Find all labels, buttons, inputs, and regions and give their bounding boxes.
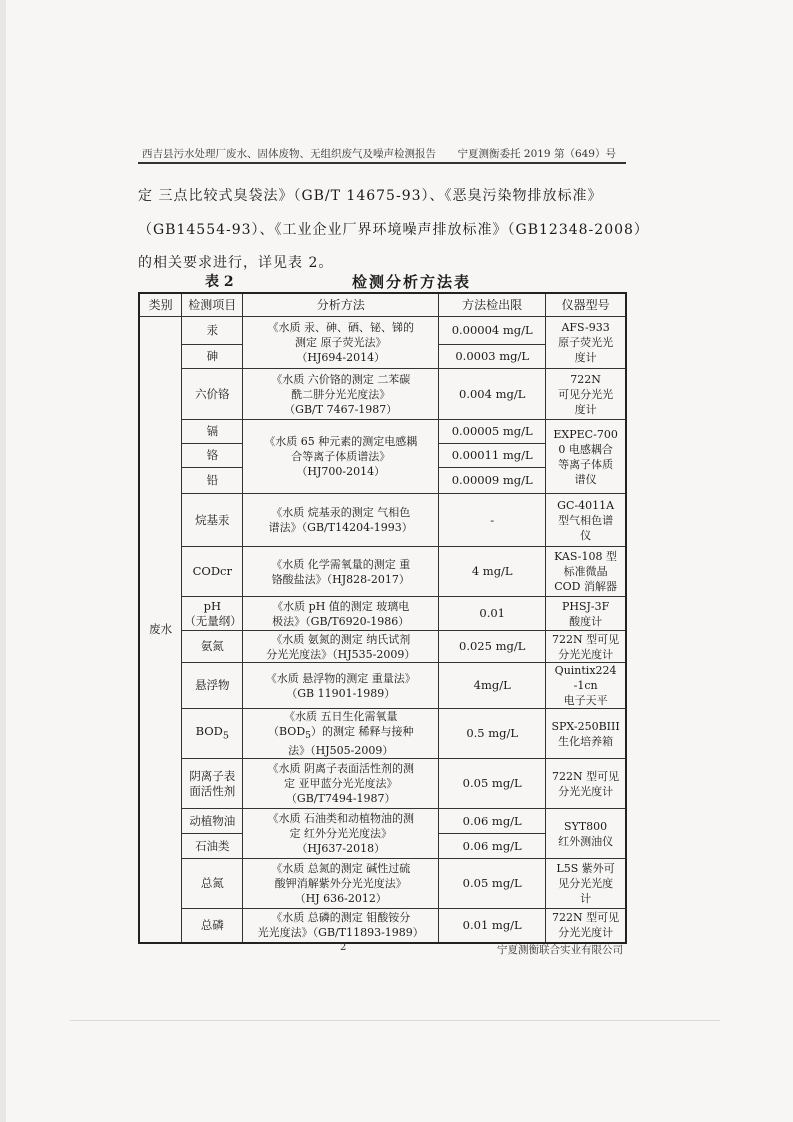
method-cell: 《水质 总氮的测定 碱性过硫 酸钾消解紫外分光光度法》 （HJ 636-2012） [243,859,439,909]
method-cell: 《水质 石油类和动植物油的测 定 红外分光光度法》 （HJ637-2018） [243,809,439,859]
limit-cell: 0.0003 mg/L [439,345,546,369]
limit-cell: 0.00009 mg/L [439,468,546,494]
instrument-cell: 722N 型可见 分光光度计 [546,631,626,663]
item-cell: 悬浮物 [182,663,243,709]
table-row [139,369,626,420]
method-cell: 《水质 五日生化需氧量 $(BOD_5)$的测定 稀释与接种 法》（HJ505-2009） [243,709,439,759]
table-row [139,597,626,631]
item-cell: 总氮 [182,859,243,909]
instrument-cell: 722N 型可见 分光光度计 [546,909,626,943]
body-text-line: 定 三点比较式臭袋法》（GB/T 14675-93）、《恶臭污染物排放标准》 [138,188,603,204]
method-cell: 《水质 pH 值的测定 玻璃电 极法》（GB/T6920-1986） [243,597,439,631]
limit-cell: 0.00011 mg/L [439,444,546,468]
report-title: 西吉县污水处理厂废水、固体废物、无组织废气及噪声检测报告 [142,148,436,160]
body-text-line: （GB14554-93）、《工业企业厂界环境噪声排放标准》（GB12348-2008） [138,222,649,238]
company-name: 宁夏测衡联合实业有限公司 [497,944,623,956]
item-cell: 阴离子表 面活性剂 [182,759,243,809]
page-header [138,140,626,164]
item-cell: 动植物油 [182,809,243,834]
table-row [139,909,626,943]
scan-edge [0,0,6,1122]
item-cell: CODcr [182,547,243,597]
table-row [139,317,626,345]
table-header-row [139,293,626,317]
item-cell: 镉 [182,420,243,444]
limit-cell: - [439,494,546,547]
column-header: 方法检出限 [439,293,546,317]
table-row [139,494,626,547]
body-text-line: 的相关要求进行，详见表 2。 [138,255,334,271]
method-table [138,292,627,944]
limit-cell: 0.06 mg/L [439,809,546,834]
item-cell: 总磷 [182,909,243,943]
table-row [139,420,626,444]
instrument-cell: 722N 可见分光光 度计 [546,369,626,420]
instrument-cell: SYT800 红外测油仪 [546,809,626,859]
instrument-cell: L5S 紫外可 见分光光度 计 [546,859,626,909]
instrument-cell: PHSJ-3F 酸度计 [546,597,626,631]
item-cell: $BOD_5$ [182,709,243,759]
limit-cell: 0.00004 mg/L [439,317,546,345]
instrument-cell: 722N 型可见 分光光度计 [546,759,626,809]
instrument-cell: AFS-933 原子荧光光 度计 [546,317,626,369]
item-cell: 六价铬 [182,369,243,420]
limit-cell: 0.01 [439,597,546,631]
item-cell: 铅 [182,468,243,494]
limit-cell: 0.004 mg/L [439,369,546,420]
column-header: 类别 [139,293,182,317]
item-cell: 汞 [182,317,243,345]
instrument-cell: SPX-250BIII 生化培养箱 [546,709,626,759]
method-cell: 《水质 65 种元素的测定电感耦 合等离子体质谱法》 （HJ700-2014） [243,420,439,494]
method-cell: 《水质 烷基汞的测定 气相色 谱法》（GB/T14204-1993） [243,494,439,547]
method-cell: 《水质 汞、砷、硒、铋、锑的 测定 原子荧光法》 （HJ694-2014） [243,317,439,369]
table-row [139,859,626,909]
item-cell: 氨氮 [182,631,243,663]
method-cell: 《水质 阴离子表面活性剂的测 定 亚甲蓝分光光度法》 （GB/T7494-1987） [243,759,439,809]
limit-cell: 0.06 mg/L [439,834,546,859]
table-row [139,809,626,834]
table-row [139,663,626,709]
table-row [139,759,626,809]
method-cell: 《水质 氨氮的测定 纳氏试剂 分光光度法》（HJ535-2009） [243,631,439,663]
instrument-cell: GC-4011A 型气相色谱 仪 [546,494,626,547]
instrument-cell: Quintix224 -1cn 电子天平 [546,663,626,709]
method-cell: 《水质 总磷的测定 钼酸铵分 光光度法》（GB/T11893-1989） [243,909,439,943]
report-number: 宁夏测衡委托 2019 第（649）号 [457,148,616,160]
item-cell: pH （无量纲） [182,597,243,631]
item-cell: 铬 [182,444,243,468]
table-row [139,631,626,663]
method-cell: 《水质 悬浮物的测定 重量法》 （GB 11901-1989） [243,663,439,709]
item-cell: 砷 [182,345,243,369]
limit-cell: 0.00005 mg/L [439,420,546,444]
table-row [139,547,626,597]
category-cell: 废水 [139,317,182,943]
item-cell: 石油类 [182,834,243,859]
column-header: 检测项目 [182,293,243,317]
limit-cell: 0.01 mg/L [439,909,546,943]
method-cell: 《水质 化学需氧量的测定 重 铬酸盐法》（HJ828-2017） [243,547,439,597]
limit-cell: 4mg/L [439,663,546,709]
instrument-cell: KAS-108 型 标准微晶 COD 消解器 [546,547,626,597]
table-row [139,709,626,759]
limit-cell: 0.05 mg/L [439,859,546,909]
item-cell: 烷基汞 [182,494,243,547]
page-number: 2 [340,942,347,953]
scan-edge-line [70,1020,720,1021]
table-title: 检测分析方法表 [352,273,472,291]
limit-cell: 0.05 mg/L [439,759,546,809]
column-header: 仪器型号 [546,293,626,317]
limit-cell: 0.5 mg/L [439,709,546,759]
limit-cell: 4 mg/L [439,547,546,597]
table-number: 表 2 [205,274,234,290]
column-header: 分析方法 [243,293,439,317]
instrument-cell: EXPEC-700 0 电感耦合 等离子体质 谱仪 [546,420,626,494]
method-cell: 《水质 六价铬的测定 二苯碳 酰二肼分光光度法》 （GB/T 7467-1987） [243,369,439,420]
limit-cell: 0.025 mg/L [439,631,546,663]
